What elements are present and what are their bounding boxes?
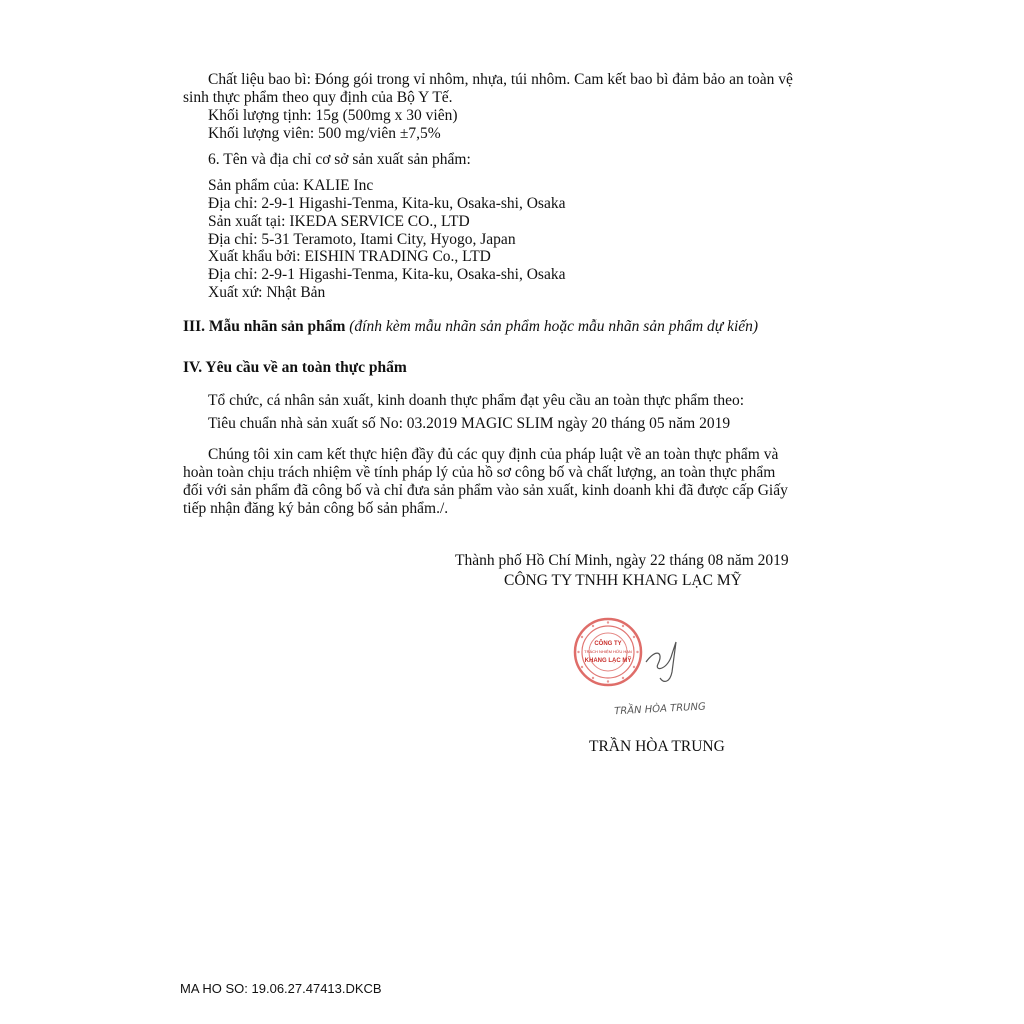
manufacturer-line: Sản xuất tại: IKEDA SERVICE CO., LTD (208, 213, 470, 230)
tablet-weight: Khối lượng viên: 500 mg/viên ±7,5% (208, 125, 441, 142)
producer-line: Sản phẩm của: KALIE Inc (208, 177, 374, 194)
file-code: MA HO SO: 19.06.27.47413.DKCB (180, 981, 382, 996)
company-name: CÔNG TY TNHH KHANG LẠC MỸ (504, 572, 742, 589)
company-stamp (568, 612, 688, 692)
section-6-heading: 6. Tên và địa chỉ cơ sở sản xuất sản phẩm: (208, 151, 471, 168)
section-4-standard: Tiêu chuẩn nhà sản xuất số No: 03.2019 MAGIC SLIM ngày 20 tháng 05 năm 2019 (208, 415, 731, 432)
section-4-line-1: Tổ chức, cá nhân sản xuất, kinh doanh thực phẩm đạt yêu cầu an toàn thực phẩm theo: (208, 392, 745, 409)
stamp-line-1: CÔNG TY (594, 641, 622, 647)
commitment-line-4: tiếp nhận đăng ký bản công bố sản phẩm./. (183, 500, 449, 517)
handwritten-name (598, 692, 738, 720)
packaging-line-1: Chất liệu bao bì: Đóng gói trong vỉ nhôm, nhựa, túi nhôm. Cam kết bao bì đảm bảo an toàn vệ (208, 71, 793, 88)
stamp-line-2: TRÁCH NHIỆM HỮU HẠN (584, 649, 632, 654)
place-date: Thành phố Hồ Chí Minh, ngày 22 tháng 08 năm 2019 (455, 552, 789, 569)
stamp-line-3: KHANG LẠC MỸ (584, 658, 632, 664)
signer-name: TRẦN HÒA TRUNG (589, 738, 725, 755)
packaging-line-2: sinh thực phẩm theo quy định của Bộ Y Tế. (183, 89, 453, 106)
commitment-line-2: hoàn toàn chịu trách nhiệm về tính pháp lý của hồ sơ công bố và chất lượng, an toàn thực phẩm (183, 464, 776, 481)
signature-stroke (646, 642, 676, 681)
exporter-address: Địa chỉ: 2-9-1 Higashi-Tenma, Kita-ku, Osaka-shi, Osaka (208, 266, 566, 283)
producer-address: Địa chỉ: 2-9-1 Higashi-Tenma, Kita-ku, Osaka-shi, Osaka (208, 195, 566, 212)
section-3-note: (đính kèm mẫu nhãn sản phẩm hoặc mẫu nhãn sản phẩm dự kiến) (349, 318, 759, 335)
net-weight: Khối lượng tịnh: 15g (500mg x 30 viên) (208, 107, 458, 124)
section-3 (183, 318, 758, 336)
section-4-heading: IV. Yêu cầu về an toàn thực phẩm (183, 359, 407, 376)
exporter-line: Xuất khẩu bởi: EISHIN TRADING Co., LTD (208, 248, 491, 265)
section-3-heading: III. Mẫu nhãn sản phẩm (183, 318, 346, 335)
commitment-line-1: Chúng tôi xin cam kết thực hiện đầy đủ các quy định của pháp luật về an toàn thực phẩm và (208, 446, 779, 463)
origin-line: Xuất xứ: Nhật Bản (208, 284, 326, 301)
handwritten-name-text: TRẦN HÒA TRUNG (613, 701, 706, 718)
commitment-line-3: đối với sản phẩm đã công bố và chỉ đưa sản phẩm vào sản xuất, kinh doanh khi đã được cấp Giấy (183, 482, 788, 499)
manufacturer-address: Địa chỉ: 5-31 Teramoto, Itami City, Hyogo, Japan (208, 231, 516, 248)
